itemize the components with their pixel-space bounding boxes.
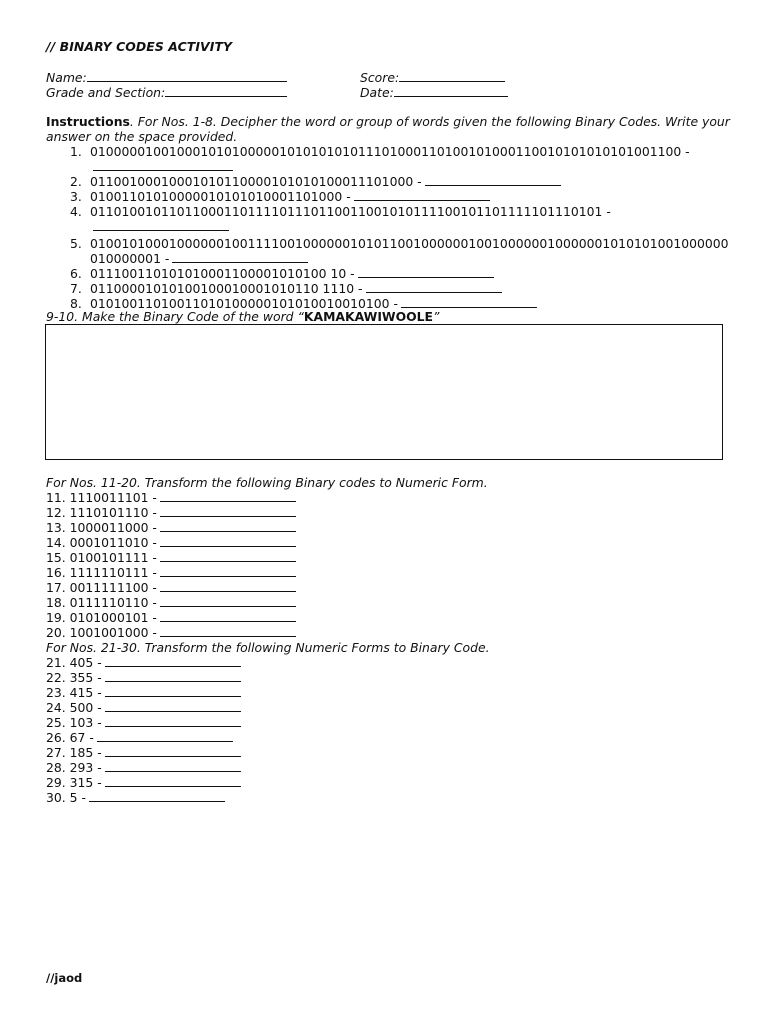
answer-blank[interactable] [97, 730, 233, 742]
question-text: 14. 0001011010 - [46, 535, 157, 550]
binary-code: 01100100010001010110000101010100011101000 - [90, 174, 422, 189]
list-item [46, 760, 446, 775]
list-item [46, 189, 736, 204]
grade-section-blank[interactable] [165, 84, 287, 97]
list-item [46, 550, 446, 565]
name-label: Name: [46, 70, 87, 85]
answer-blank[interactable] [160, 505, 296, 517]
part3-list [46, 655, 446, 805]
answer-blank[interactable] [160, 625, 296, 637]
question-text: 30. 5 - [46, 790, 86, 805]
answer-blank[interactable] [89, 790, 225, 802]
answer-box[interactable] [45, 324, 723, 460]
list-item [46, 236, 736, 266]
list-item [46, 266, 736, 281]
list-item [46, 520, 446, 535]
question-text: 18. 0111110110 - [46, 595, 157, 610]
date-blank[interactable] [394, 84, 508, 97]
list-item [46, 281, 736, 296]
answer-blank[interactable] [366, 281, 502, 293]
list-item [46, 535, 446, 550]
question-text: 23. 415 - [46, 685, 102, 700]
binary-code: 01100001010100100010001010110 1110 - [90, 281, 363, 296]
question-text: 21. 405 - [46, 655, 102, 670]
answer-blank[interactable] [105, 685, 241, 697]
instructions-lead: Instructions [46, 114, 130, 129]
list-item [46, 580, 446, 595]
answer-blank[interactable] [105, 775, 241, 787]
question-text: 20. 1001001000 - [46, 625, 157, 640]
part3-heading: For Nos. 21-30. Transform the following Numeric Forms to Binary Code. [46, 640, 490, 655]
binary-code: 01001101010000010101010001101000 - [90, 189, 351, 204]
question-text: 27. 185 - [46, 745, 102, 760]
name-field[interactable] [46, 69, 287, 85]
list-item [46, 715, 446, 730]
score-blank[interactable] [399, 69, 505, 82]
answer-blank[interactable] [160, 595, 296, 607]
question-text: 28. 293 - [46, 760, 102, 775]
answer-blank[interactable] [105, 670, 241, 682]
instructions-text: . For Nos. 1-8. Decipher the word or group of words given the following Binary Codes. Write your answer on the space provided. [46, 114, 730, 144]
answer-blank[interactable] [160, 535, 296, 547]
answer-blank[interactable] [160, 520, 296, 532]
answer-blank[interactable] [105, 715, 241, 727]
instructions [46, 114, 736, 144]
score-label: Score: [360, 70, 400, 85]
list-item [46, 685, 446, 700]
list-item [46, 144, 736, 174]
answer-blank[interactable] [160, 580, 296, 592]
list-item [46, 174, 736, 189]
item-number: 5. [70, 236, 82, 251]
grade-section-label: Grade and Section: [46, 85, 166, 100]
answer-blank[interactable] [93, 159, 233, 171]
list-item [46, 595, 446, 610]
part1-list [46, 144, 736, 311]
binary-code: 011100110101010001100001010100 10 - [90, 266, 355, 281]
answer-blank[interactable] [172, 251, 308, 263]
part2-heading: For Nos. 11-20. Transform the following Binary codes to Numeric Form. [46, 475, 488, 490]
question-9-10 [46, 309, 439, 324]
list-item [46, 670, 446, 685]
binary-code: 01101001011011000110111101110110011001010111100101101111101110101 - [90, 204, 611, 219]
answer-blank[interactable] [105, 655, 241, 667]
list-item [46, 204, 736, 234]
list-item [46, 700, 446, 715]
answer-blank[interactable] [425, 174, 561, 186]
list-item [46, 490, 446, 505]
list-item [46, 745, 446, 760]
binary-code: 010010100010000001001111001000000101011001000000100100000010000001010101001000000010000001 - [90, 236, 729, 266]
question-text: 15. 0100101111 - [46, 550, 157, 565]
answer-blank[interactable] [105, 760, 241, 772]
answer-blank[interactable] [160, 490, 296, 502]
answer-blank[interactable] [105, 700, 241, 712]
question-text: 24. 500 - [46, 700, 102, 715]
item-number: 1. [70, 144, 82, 159]
item-number: 2. [70, 174, 82, 189]
question-text: 19. 0101000101 - [46, 610, 157, 625]
list-item [46, 610, 446, 625]
question-text: 16. 1111110111 - [46, 565, 157, 580]
list-item [46, 730, 446, 745]
list-item [46, 565, 446, 580]
answer-blank[interactable] [160, 610, 296, 622]
question-9-10-text: 9-10. Make the Binary Code of the word “ [46, 309, 304, 324]
date-label: Date: [360, 85, 394, 100]
answer-blank[interactable] [358, 266, 494, 278]
part2-list [46, 490, 446, 640]
answer-blank[interactable] [354, 189, 490, 201]
answer-blank[interactable] [105, 745, 241, 757]
binary-code: 010000010010001010100000101010101011101000110100101000110010101010101001100 - [90, 144, 690, 159]
question-text: 13. 1000011000 - [46, 520, 157, 535]
answer-blank[interactable] [93, 219, 229, 231]
list-item [46, 655, 446, 670]
question-text: 12. 1110101110 - [46, 505, 157, 520]
score-field[interactable] [360, 69, 505, 85]
answer-blank[interactable] [160, 550, 296, 562]
item-number: 3. [70, 189, 82, 204]
name-blank[interactable] [87, 69, 287, 82]
list-item [46, 790, 446, 805]
target-word: KAMAKAWIWOOLE [303, 309, 434, 324]
question-text: 22. 355 - [46, 670, 102, 685]
grade-section-field[interactable] [46, 84, 287, 100]
item-number: 7. [70, 281, 82, 296]
question-text: 29. 315 - [46, 775, 102, 790]
item-number: 6. [70, 266, 82, 281]
question-text: 26. 67 - [46, 730, 94, 745]
item-number: 8. [70, 296, 82, 311]
list-item [46, 625, 446, 640]
answer-blank[interactable] [160, 565, 296, 577]
item-number: 4. [70, 204, 82, 219]
question-text: 25. 103 - [46, 715, 102, 730]
answer-blank[interactable] [401, 296, 537, 308]
date-field[interactable] [360, 84, 508, 100]
list-item [46, 775, 446, 790]
question-text: 17. 0011111100 - [46, 580, 157, 595]
closing-quote: ” [433, 309, 440, 324]
worksheet-title: // BINARY CODES ACTIVITY [46, 39, 233, 54]
list-item [46, 505, 446, 520]
question-text: 11. 1110011101 - [46, 490, 157, 505]
footer-signature: //jaod [46, 971, 83, 985]
binary-code: 01010011010011010100000101010010010100 - [90, 296, 398, 311]
